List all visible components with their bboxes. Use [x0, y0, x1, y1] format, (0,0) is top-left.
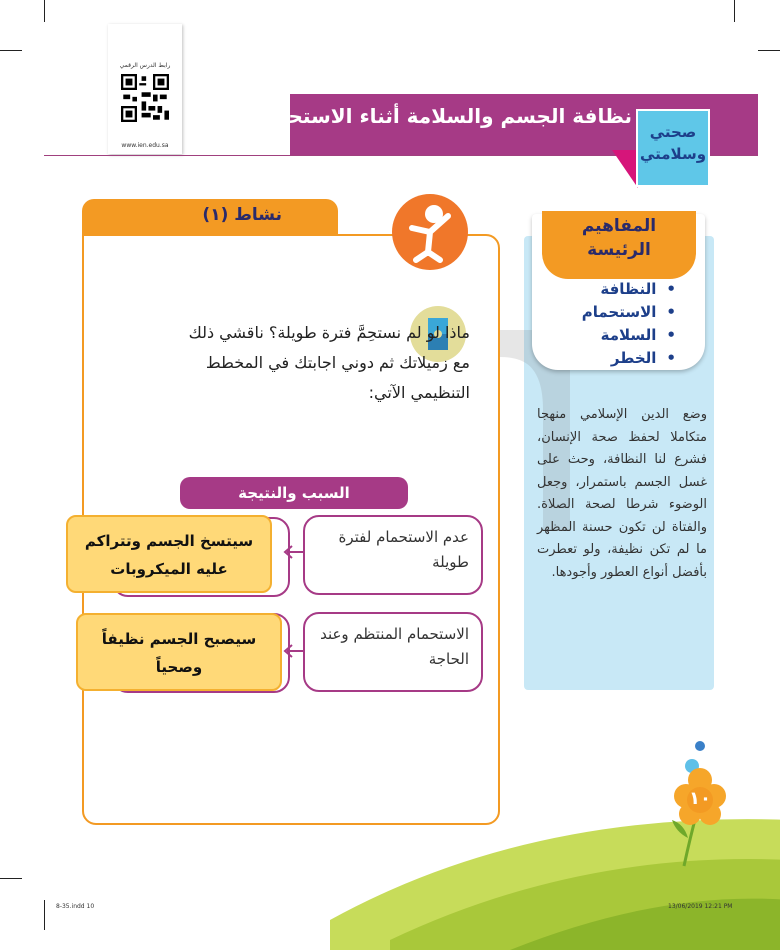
crop-mark	[44, 0, 45, 22]
crop-mark	[734, 0, 735, 22]
qr-url[interactable]: www.ien.edu.sa	[121, 142, 169, 149]
crop-mark	[0, 878, 22, 879]
activity-header	[82, 199, 338, 235]
activity-question: ماذا لو لم نستحِمَّ فترة طويلة؟ ناقشي ذلك مع زميلاتك ثم دوني اجابتك في المخطط التنظيمي الآتي:	[188, 323, 470, 402]
qr-card	[108, 24, 182, 154]
qr-caption: رابط الدرس الرقمي	[119, 62, 171, 69]
concept-list	[552, 278, 676, 370]
concept-item: • السلامة	[552, 324, 676, 347]
unit-label-line: وسلامتي	[639, 145, 707, 163]
info-paragraph: وضع الدين الإسلامي منهجا متكاملا لحفظ صحة الإنسان، فشرع لنا النظافة، وحث على غسل الجسم باستمرار، وجعل الوضوء شرطا لصحة الصلاة. والفتاة لن تكون حسنة المظهر ما لم تكن نظيفة، ولو تعطرت بأفضل أنواع العطور وأجودها.	[537, 407, 707, 580]
qr-code-icon[interactable]	[121, 74, 169, 122]
unit-label-line: صحتي	[649, 123, 697, 141]
effect-box[interactable]: سيتسخ الجسم وتتراكم عليه الميكروبات	[66, 515, 272, 593]
cause-box: عدم الاستحمام لفترة طويلة	[303, 515, 483, 595]
activity-title: نشاط (١)	[202, 205, 282, 225]
concept-item: • الخطر	[552, 347, 676, 370]
cause-effect-label: السبب والنتيجة	[180, 477, 408, 509]
footer-timestamp: 13/06/2019 12:21 PM	[668, 903, 733, 910]
cause-box: الاستحمام المنتظم وعند الحاجة	[303, 612, 483, 692]
unit-label	[638, 121, 708, 165]
ribbon-fold-icon	[612, 150, 638, 190]
concepts-title-line: المفاهيم	[581, 216, 657, 236]
crop-mark	[44, 900, 45, 930]
unit-badge	[636, 109, 710, 187]
footer-filename: 8-35.indd 10	[56, 903, 95, 910]
concept-item: • الاستحمام	[552, 301, 676, 324]
activity-icon	[392, 194, 468, 270]
lesson-title: نظافة الجسم والسلامة أثناء الاستحمام	[252, 104, 632, 128]
arrow-left-icon	[281, 540, 307, 564]
crop-mark	[0, 50, 22, 51]
concept-item: • النظافة	[552, 278, 676, 301]
concepts-title-line: الرئيسة	[587, 240, 651, 260]
page-number: ١٠	[689, 788, 711, 809]
arrow-left-icon	[281, 639, 307, 663]
crop-mark	[758, 50, 780, 51]
concepts-header	[542, 211, 696, 279]
effect-box[interactable]: سيصبح الجسم نظيفاً وصحياً	[76, 613, 282, 691]
